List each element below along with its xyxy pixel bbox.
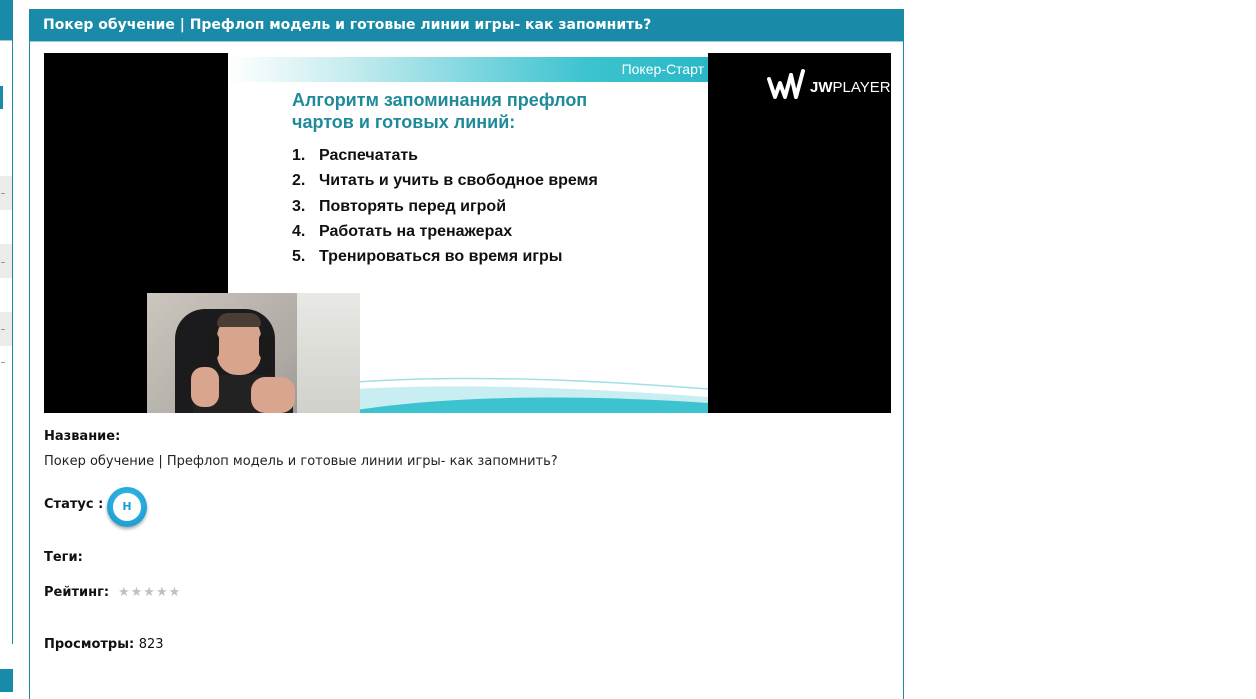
webcam-presenter-hand	[251, 377, 295, 413]
left-sidebar-bottom-block	[0, 669, 13, 692]
slide-list-item	[292, 219, 598, 244]
slide-list-text: Работать на тренажерах	[319, 222, 513, 240]
slide-list	[292, 143, 598, 269]
slide-list-item	[292, 143, 598, 168]
headphones-icon	[205, 333, 219, 359]
left-sidebar-active-marker	[0, 86, 3, 109]
webcam-presenter-hand	[191, 367, 219, 407]
slide-list-number: 1.	[292, 147, 306, 164]
slide-title-line: Алгоритм запоминания префлоп	[292, 90, 588, 110]
left-sidebar-mark	[1, 193, 5, 194]
views-field	[44, 637, 164, 652]
rating-stars[interactable]: ★★★★★	[118, 585, 182, 600]
slide-list-number: 3.	[292, 197, 306, 215]
slide-list-text: Тренироваться во время игры	[319, 248, 563, 266]
panel-title: Покер обучение | Префлоп модель и готовые линии игры- как запомнить?	[30, 10, 903, 42]
slide-list-number: 2.	[292, 172, 306, 190]
status-label: Статус :	[44, 497, 104, 512]
rating-label: Рейтинг:	[44, 585, 110, 600]
views-label: Просмотры:	[44, 637, 135, 652]
slide-title	[292, 89, 692, 133]
slide-list-number: 4.	[292, 222, 306, 240]
jwplayer-logo[interactable]	[766, 67, 891, 107]
webcam-overlay	[147, 293, 360, 413]
jwplayer-logo-text	[810, 79, 891, 96]
headphones-icon	[259, 333, 273, 359]
video-player[interactable]	[44, 53, 891, 413]
jwplayer-logo-rest: PLAYER	[832, 78, 891, 96]
left-sidebar-mark	[1, 262, 5, 263]
name-label: Название:	[44, 429, 121, 444]
tags-label: Теги:	[44, 550, 83, 565]
slide-brand: Покер-Старт	[621, 61, 704, 77]
left-sidebar-header	[0, 0, 12, 41]
video-panel	[29, 9, 904, 699]
jwplayer-logo-bold: JW	[810, 78, 833, 96]
left-sidebar-mark	[1, 362, 5, 363]
slide-list-text: Распечатать	[319, 147, 419, 164]
slide-list-item	[292, 194, 598, 219]
left-sidebar-clipped	[0, 0, 13, 644]
slide-list-item	[292, 168, 598, 193]
slide-list-text: Повторять перед игрой	[319, 197, 507, 215]
status-badge	[107, 487, 147, 527]
name-value: Покер обучение | Префлоп модель и готовые линии игры- как запомнить?	[44, 454, 558, 469]
left-sidebar-item[interactable]	[0, 244, 12, 278]
views-value: 823	[138, 637, 164, 652]
slide-list-item	[292, 244, 598, 269]
slide-list-number: 5.	[292, 248, 306, 266]
webcam-background-window	[297, 293, 360, 413]
slide-title-line: чартов и готовых линий:	[292, 112, 516, 132]
jwplayer-logo-icon	[766, 67, 806, 107]
webcam-presenter-hair	[217, 313, 261, 327]
left-sidebar-mark	[1, 329, 5, 330]
slide-list-text: Читать и учить в свободное время	[319, 172, 598, 190]
status-badge-letter: Н	[113, 493, 141, 521]
